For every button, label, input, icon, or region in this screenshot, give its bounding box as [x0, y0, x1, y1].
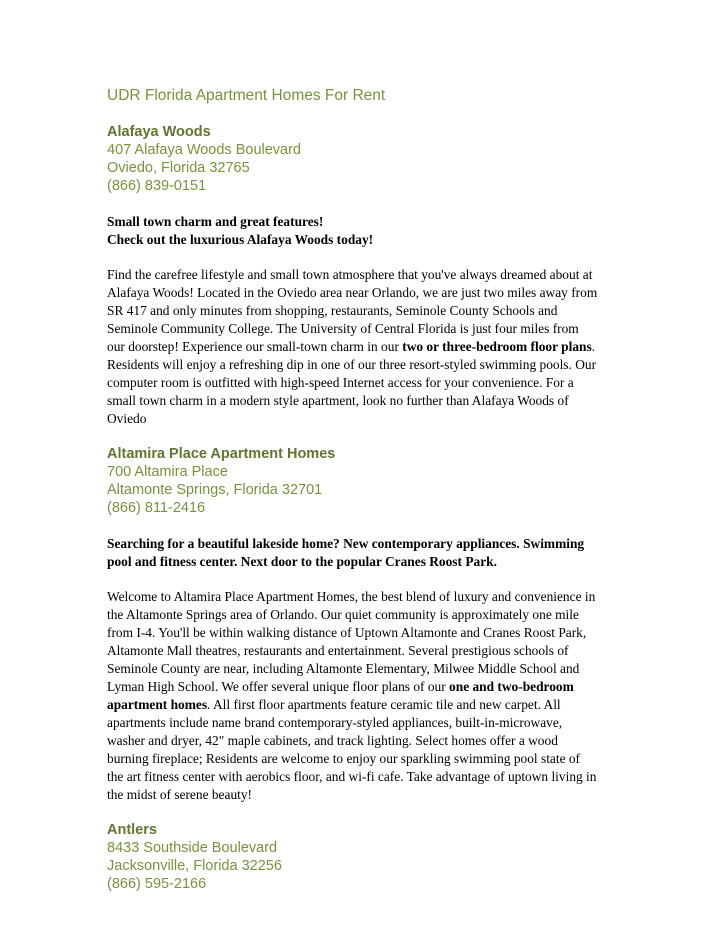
floor-plans-highlight: two or three-bedroom floor plans	[402, 339, 592, 354]
property-city: Oviedo, Florida 32765	[107, 160, 250, 176]
property-tagline	[107, 213, 627, 249]
property-address: 8433 Southside Boulevard	[107, 840, 278, 856]
tagline-line: Small town charm and great features!	[107, 214, 324, 229]
property-header-alafaya-woods	[107, 123, 627, 195]
description-line: from I-4. You'll be within walking distance of Uptown Altamonte and Cranes Roost Park,	[107, 625, 587, 640]
description-line: computer room is outfitted with high-speed Internet access for your convenience. For a	[107, 375, 574, 390]
property-address: 407 Alafaya Woods Boulevard	[107, 142, 302, 158]
description-text: Lyman High School. We offer several unique floor plans of our	[107, 679, 450, 694]
floor-plans-highlight: one and two-bedroom	[449, 679, 574, 694]
description-line	[107, 678, 627, 696]
property-address: 700 Altamira Place	[107, 464, 228, 480]
description-line	[107, 696, 627, 714]
description-line: the Altamonte Springs area of Orlando. Our quiet community is approximately one mile	[107, 607, 579, 622]
description-line	[107, 338, 627, 356]
property-city: Jacksonville, Florida 32256	[107, 858, 282, 874]
property-name: Altamira Place Apartment Homes	[107, 446, 336, 462]
description-line: the midst of serene beauty!	[107, 787, 253, 802]
description-line: apartments include name brand contemporary-styled appliances, built-in-microwave,	[107, 715, 563, 730]
property-name: Antlers	[107, 822, 157, 838]
tagline-line: Searching for a beautiful lakeside home? New contemporary appliances. Swimming	[107, 536, 585, 551]
description-line: the art fitness center with aerobics floor, and wi-fi cafe. Take advantage of uptown living in	[107, 769, 597, 784]
property-header-altamira-place	[107, 445, 627, 517]
description-line: washer and dryer, 42" maple cabinets, and track lighting. Select homes offer a wood	[107, 733, 558, 748]
description-line: Seminole Community College. The University of Central Florida is just four miles from	[107, 321, 579, 336]
description-text: . All first floor apartments feature ceramic tile and new carpet. All	[207, 697, 561, 712]
document-title: UDR Florida Apartment Homes For Rent	[107, 87, 386, 104]
property-header-antlers	[107, 821, 627, 893]
description-line: small town charm in a modern style apartment, look no further than Alafaya Woods of	[107, 393, 569, 408]
property-description	[107, 266, 627, 428]
property-description	[107, 588, 627, 804]
description-line: Alafaya Woods! Located in the Oviedo area near Orlando, we are just two miles away from	[107, 285, 598, 300]
property-city: Altamonte Springs, Florida 32701	[107, 482, 323, 498]
description-line: Altamonte Mall theatres, restaurants and entertainment. Several prestigious schools of	[107, 643, 569, 658]
tagline-line: Check out the luxurious Alafaya Woods today!	[107, 232, 374, 247]
document-page	[107, 86, 627, 911]
tagline-line: pool and fitness center. Next door to the popular Cranes Roost Park.	[107, 554, 497, 569]
property-phone: (866) 595-2166	[107, 876, 207, 892]
description-text: our doorstep! Experience our small-town charm in our	[107, 339, 403, 354]
description-line: SR 417 and only minutes from shopping, restaurants, Seminole County Schools and	[107, 303, 558, 318]
description-line: Residents will enjoy a refreshing dip in one of our three resort-styled swimming pools. Our	[107, 357, 597, 372]
floor-plans-highlight: apartment homes	[107, 697, 208, 712]
description-line: burning fireplace; Residents are welcome to enjoy our sparkling swimming pool state of	[107, 751, 581, 766]
property-name: Alafaya Woods	[107, 124, 211, 140]
property-phone: (866) 839-0151	[107, 178, 207, 194]
description-text: .	[591, 339, 596, 354]
description-line: Find the carefree lifestyle and small town atmosphere that you've always dreamed about at	[107, 267, 593, 282]
description-line: Welcome to Altamira Place Apartment Homes, the best blend of luxury and convenience in	[107, 589, 596, 604]
description-line: Oviedo	[107, 411, 147, 426]
description-line: Seminole County are near, including Altamonte Elementary, Milwee Middle School and	[107, 661, 580, 676]
property-phone: (866) 811-2416	[107, 500, 206, 516]
property-tagline	[107, 535, 627, 571]
